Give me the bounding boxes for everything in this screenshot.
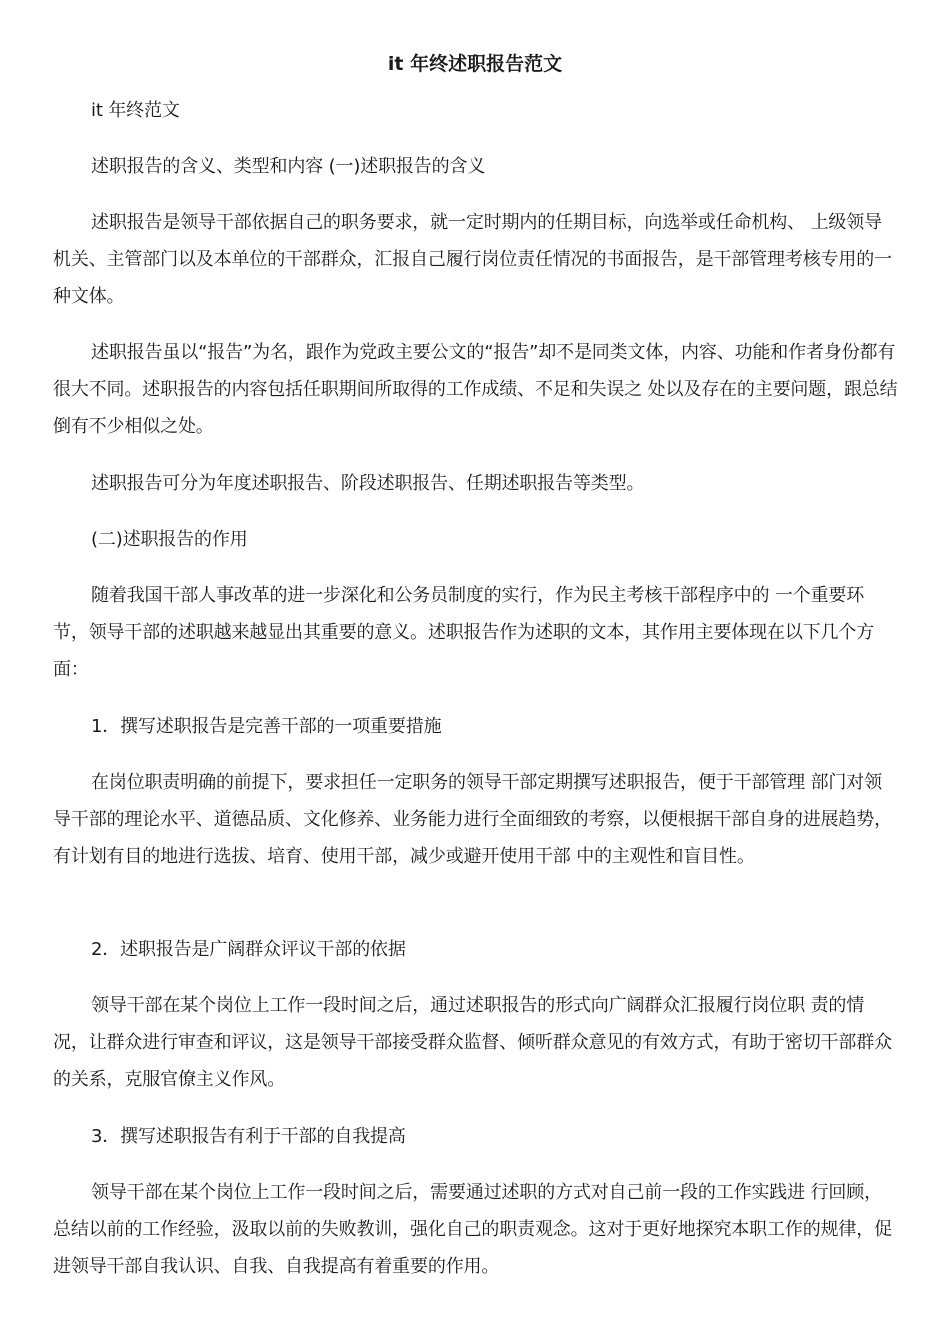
paragraph-role-intro: 随着我国干部人事改革的进一步深化和公务员制度的实行，作为民主考核干部程序中的 一个重要环节，领导干部的述职越来越显出其重要的意义。述职报告作为述职的文本，其作用主要体现在以下几个方面： <box>53 585 875 680</box>
paragraph-point-2-heading: 2．述职报告是广阔群众评议干部的依据 <box>91 939 406 960</box>
paragraph-heading-meaning: 述职报告的含义、类型和内容 (一)述职报告的含义 <box>91 156 486 177</box>
paragraph-point-1-body: 在岗位职责明确的前提下，要求担任一定职务的领导干部定期撰写述职报告，便于干部管理 部门对领导干部的理论水平、道德品质、文化修养、业务能力进行全面细致的考察，以便根据干部自身的进展趋势，有计划有目的地进行选拔、培育、使用干部，减少或避开使用干部 中的主观性和盲目性。 <box>53 772 892 867</box>
paragraph-comparison: 述职报告虽以“报告”为名，跟作为党政主要公文的“报告”却不是同类文体，内容、功能和作者身份都有很大不同。述职报告的内容包括任职期间所取得的工作成绩、不足和失误之 处以及存在的主要问题，跟总结倒有不少相似之处。 <box>53 342 898 437</box>
paragraph-types: 述职报告可分为年度述职报告、阶段述职报告、任期述职报告等类型。 <box>91 473 645 494</box>
paragraph-subtitle: it 年终范文 <box>91 100 180 121</box>
paragraph-point-3-heading: 3．撰写述职报告有利于干部的自我提高 <box>91 1126 406 1147</box>
paragraph-definition: 述职报告是领导干部依据自己的职务要求，就一定时期内的任期目标，向选举或任命机构、 上级领导机关、主管部门以及本单位的干部群众，汇报自己履行岗位责任情况的书面报告，是干部管理考核专用的一种文体。 <box>53 212 892 307</box>
paragraph-point-2-body: 领导干部在某个岗位上工作一段时间之后，通过述职报告的形式向广阔群众汇报履行岗位职 责的情况，让群众进行审查和评议，这是领导干部接受群众监督、倾听群众意见的有效方式，有助于密切干部群众的关系，克服官僚主义作风。 <box>53 995 892 1090</box>
document-title: it 年终述职报告范文 <box>387 53 563 75</box>
paragraph-point-3-body: 领导干部在某个岗位上工作一段时间之后，需要通过述职的方式对自己前一段的工作实践进 行回顾，总结以前的工作经验，汲取以前的失败教训，强化自己的职责观念。这对于更好地探究本职工作的规律，促进领导干部自我认识、自我、自我提高有着重要的作用。 <box>53 1182 892 1277</box>
paragraph-point-1-heading: 1．撰写述职报告是完善干部的一项重要措施 <box>91 716 442 737</box>
paragraph-heading-role: (二)述职报告的作用 <box>91 529 248 550</box>
